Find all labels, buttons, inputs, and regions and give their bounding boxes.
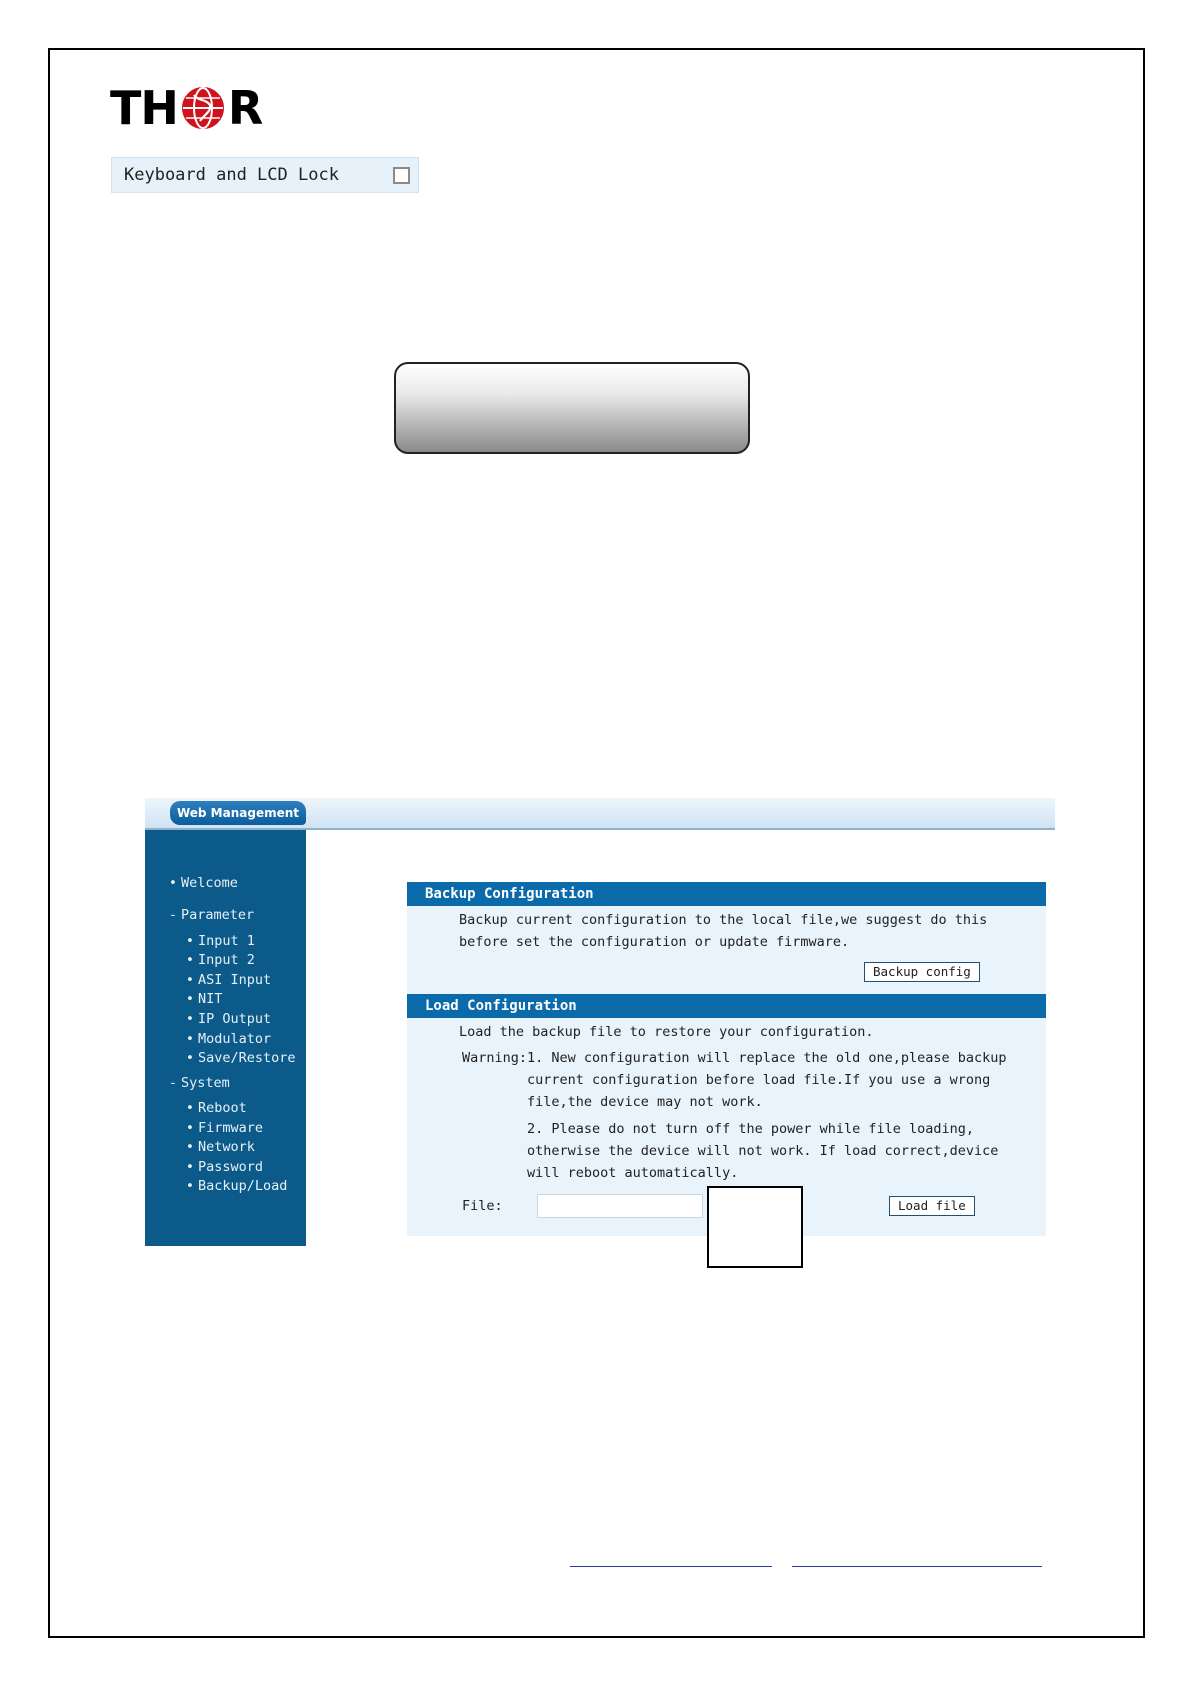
sidebar-item-password[interactable]: • Password xyxy=(185,1159,264,1175)
logo-text-left: TH xyxy=(110,81,178,135)
footer-link-underline-1[interactable] xyxy=(570,1566,772,1567)
file-input[interactable] xyxy=(537,1194,703,1218)
web-management-header xyxy=(145,798,1055,830)
warning-1-line-3: file,the device may not work. xyxy=(527,1094,763,1110)
load-intro-text: Load the backup file to restore your configuration. xyxy=(459,1024,874,1040)
sidebar-item-ip-output[interactable]: • IP Output xyxy=(185,1011,272,1027)
warning-label: Warning: xyxy=(462,1050,528,1066)
logo-text-right: R xyxy=(227,81,263,135)
keyboard-lock-label: Keyboard and LCD Lock xyxy=(124,165,339,185)
sidebar-item-reboot[interactable]: • Reboot xyxy=(185,1100,247,1116)
backup-description-line-1: Backup current configuration to the local file,we suggest do this xyxy=(459,912,988,928)
backup-description-line-2: before set the configuration or update firmware. xyxy=(459,934,850,950)
warning-1-line-1: 1. New configuration will replace the old one,please backup xyxy=(527,1050,1007,1066)
warning-2-line-3: will reboot automatically. xyxy=(527,1165,739,1181)
sidebar-item-save-restore[interactable]: • Save/Restore xyxy=(185,1050,296,1066)
sidebar-item-input-2[interactable]: • Input 2 xyxy=(185,952,255,968)
backup-section-title: Backup Configuration xyxy=(407,882,1046,906)
warning-2-line-2: otherwise the device will not work. If load correct,device xyxy=(527,1143,999,1159)
keyboard-lock-panel xyxy=(111,157,419,193)
sidebar-item-modulator[interactable]: • Modulator xyxy=(185,1031,272,1047)
sidebar-item-network[interactable]: • Network xyxy=(185,1139,255,1155)
backup-section-body xyxy=(407,906,1046,994)
gradient-box xyxy=(394,362,750,454)
sidebar-item-nit[interactable]: • NIT xyxy=(185,991,223,1007)
globe-icon xyxy=(180,85,226,131)
sidebar-item-asi-input[interactable]: • ASI Input xyxy=(185,972,272,988)
sidebar-item-firmware[interactable]: • Firmware xyxy=(185,1120,264,1136)
load-section-title: Load Configuration xyxy=(407,994,1046,1018)
sidebar-item-backup-load[interactable]: • Backup/Load xyxy=(185,1178,288,1194)
keyboard-lock-checkbox[interactable] xyxy=(393,167,410,184)
load-file-button[interactable]: Load file xyxy=(889,1196,975,1216)
sidebar-item-input-1[interactable]: • Input 1 xyxy=(185,933,255,949)
sidebar-item-parameter[interactable]: - Parameter xyxy=(168,907,255,923)
warning-2-line-1: 2. Please do not turn off the power while file loading, xyxy=(527,1121,975,1137)
web-management-tab[interactable]: Web Management xyxy=(170,801,306,825)
web-management-screenshot xyxy=(145,798,1055,1246)
sidebar-item-system[interactable]: - System xyxy=(168,1075,230,1091)
main-content xyxy=(407,882,1046,1236)
thor-logo xyxy=(110,81,263,135)
backup-config-button[interactable]: Backup config xyxy=(864,962,980,982)
overlay-rectangle xyxy=(707,1186,803,1268)
file-label: File: xyxy=(462,1198,503,1214)
warning-1-line-2: current configuration before load file.If you use a wrong xyxy=(527,1072,991,1088)
sidebar-item-welcome[interactable]: • Welcome xyxy=(168,875,238,891)
footer-link-underline-2[interactable] xyxy=(792,1566,1042,1567)
sidebar xyxy=(145,830,306,1246)
